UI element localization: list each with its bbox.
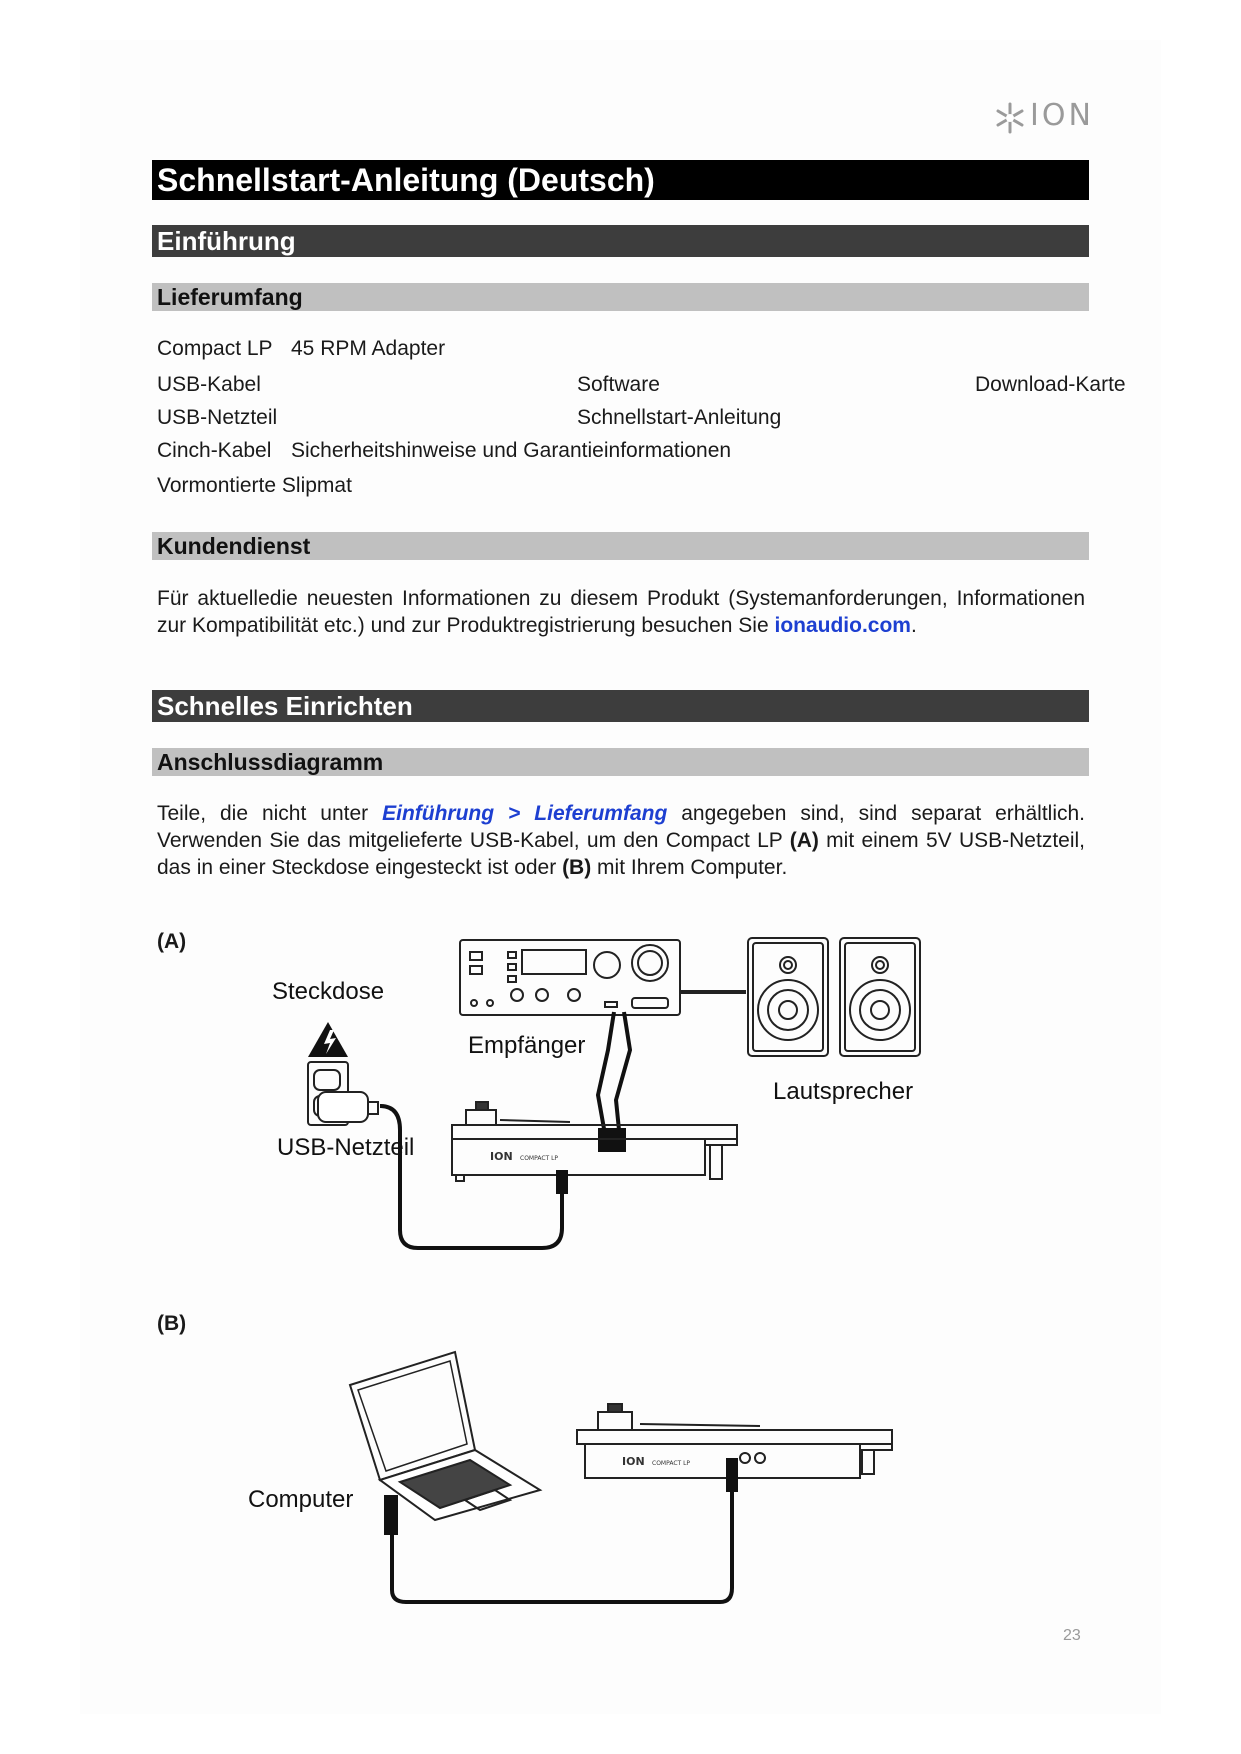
section-setup-heading: Schnelles Einrichten <box>152 690 1089 722</box>
item-slipmat: Vormontierte Slipmat <box>157 474 352 497</box>
intro-link[interactable]: Einführung <box>382 802 495 825</box>
turntable-a-model: COMPACT LP <box>520 1155 559 1162</box>
speakers-illustration <box>748 938 920 1056</box>
usb-adapter-illustration <box>318 1092 378 1122</box>
rca-cable-illustration <box>598 1012 630 1150</box>
item-compact-lp: Compact LP <box>157 337 273 360</box>
support-text-end: . <box>910 614 917 637</box>
receiver-label: Empfänger <box>468 1032 586 1059</box>
usb-adapter-label: USB-Netzteil <box>277 1134 415 1161</box>
laptop-illustration <box>350 1352 540 1520</box>
item-safety-warranty: Sicherheitshinweise und Garantieinformationen <box>291 439 732 462</box>
usb-cable-illustration-a <box>380 1106 568 1248</box>
diagram-text-3: mit einem 5V USB-Netzteil, das in einer Steckdose eingesteckt ist oder <box>157 829 1085 879</box>
warning-icon <box>308 1022 348 1057</box>
item-usb-power-adapter: USB-Netzteil <box>157 406 278 429</box>
turntable-b-brand: ION <box>622 1455 645 1468</box>
speakers-label: Lautsprecher <box>773 1078 914 1105</box>
contents-link[interactable]: Lieferumfang <box>534 802 668 825</box>
star-icon <box>990 98 1030 138</box>
item-software: Software <box>577 373 660 396</box>
support-paragraph <box>157 585 1085 639</box>
page-number: 23 <box>1063 1627 1081 1644</box>
label-a-ref: (A) <box>789 829 819 852</box>
turntable-a-branding <box>490 1150 558 1163</box>
turntable-b-model: COMPACT LP <box>652 1460 691 1467</box>
receiver-illustration <box>460 940 680 1015</box>
turntable-a-brand: ION <box>490 1150 513 1163</box>
subsection-contents-heading: Lieferumfang <box>152 283 1089 311</box>
outlet-label: Steckdose <box>272 978 385 1005</box>
item-usb-cable: USB-Kabel <box>157 373 261 396</box>
item-quickstart-guide: Schnellstart-Anleitung <box>577 406 782 429</box>
item-rca-cable: Cinch-Kabel <box>157 439 272 462</box>
connection-diagram-b <box>340 1340 920 1610</box>
diagram-text-1: Teile, die nicht unter <box>157 802 383 825</box>
ionaudio-link[interactable]: ionaudio.com <box>774 614 911 637</box>
diagram-text-4: mit Ihrem Computer. <box>591 856 788 879</box>
item-45rpm-adapter: 45 RPM Adapter <box>291 337 446 360</box>
turntable-b-branding <box>622 1455 690 1468</box>
subsection-diagram-heading: Anschlussdiagramm <box>152 748 1089 776</box>
subsection-support-heading: Kundendienst <box>152 532 1089 560</box>
figure-b-label: (B) <box>157 1312 187 1335</box>
page-title: Schnellstart-Anleitung (Deutsch) <box>152 160 1089 200</box>
computer-label: Computer <box>248 1486 354 1513</box>
figure-a-label: (A) <box>157 930 187 953</box>
logo-text: ION <box>1030 98 1094 133</box>
label-b-ref: (B) <box>562 856 592 879</box>
support-text: Für aktuelledie neuesten Informationen zu diesem Produkt (Systemanforderungen, Informationen zur Kompatibilität etc.) und zur Produktregistrierung besuchen Sie <box>157 587 1085 637</box>
turntable-illustration-a <box>452 1102 737 1181</box>
diagram-text-2: angegeben sind, sind separat erhältlich. Verwenden Sie das mitgelieferte USB-Kabel, um den Compact LP <box>157 802 1086 852</box>
section-intro-heading: Einführung <box>152 225 1089 257</box>
diagram-paragraph <box>157 800 1085 881</box>
link-separator: > <box>494 802 535 825</box>
item-download-card: Download-Karte <box>975 373 1126 396</box>
ion-logo <box>990 98 1094 138</box>
